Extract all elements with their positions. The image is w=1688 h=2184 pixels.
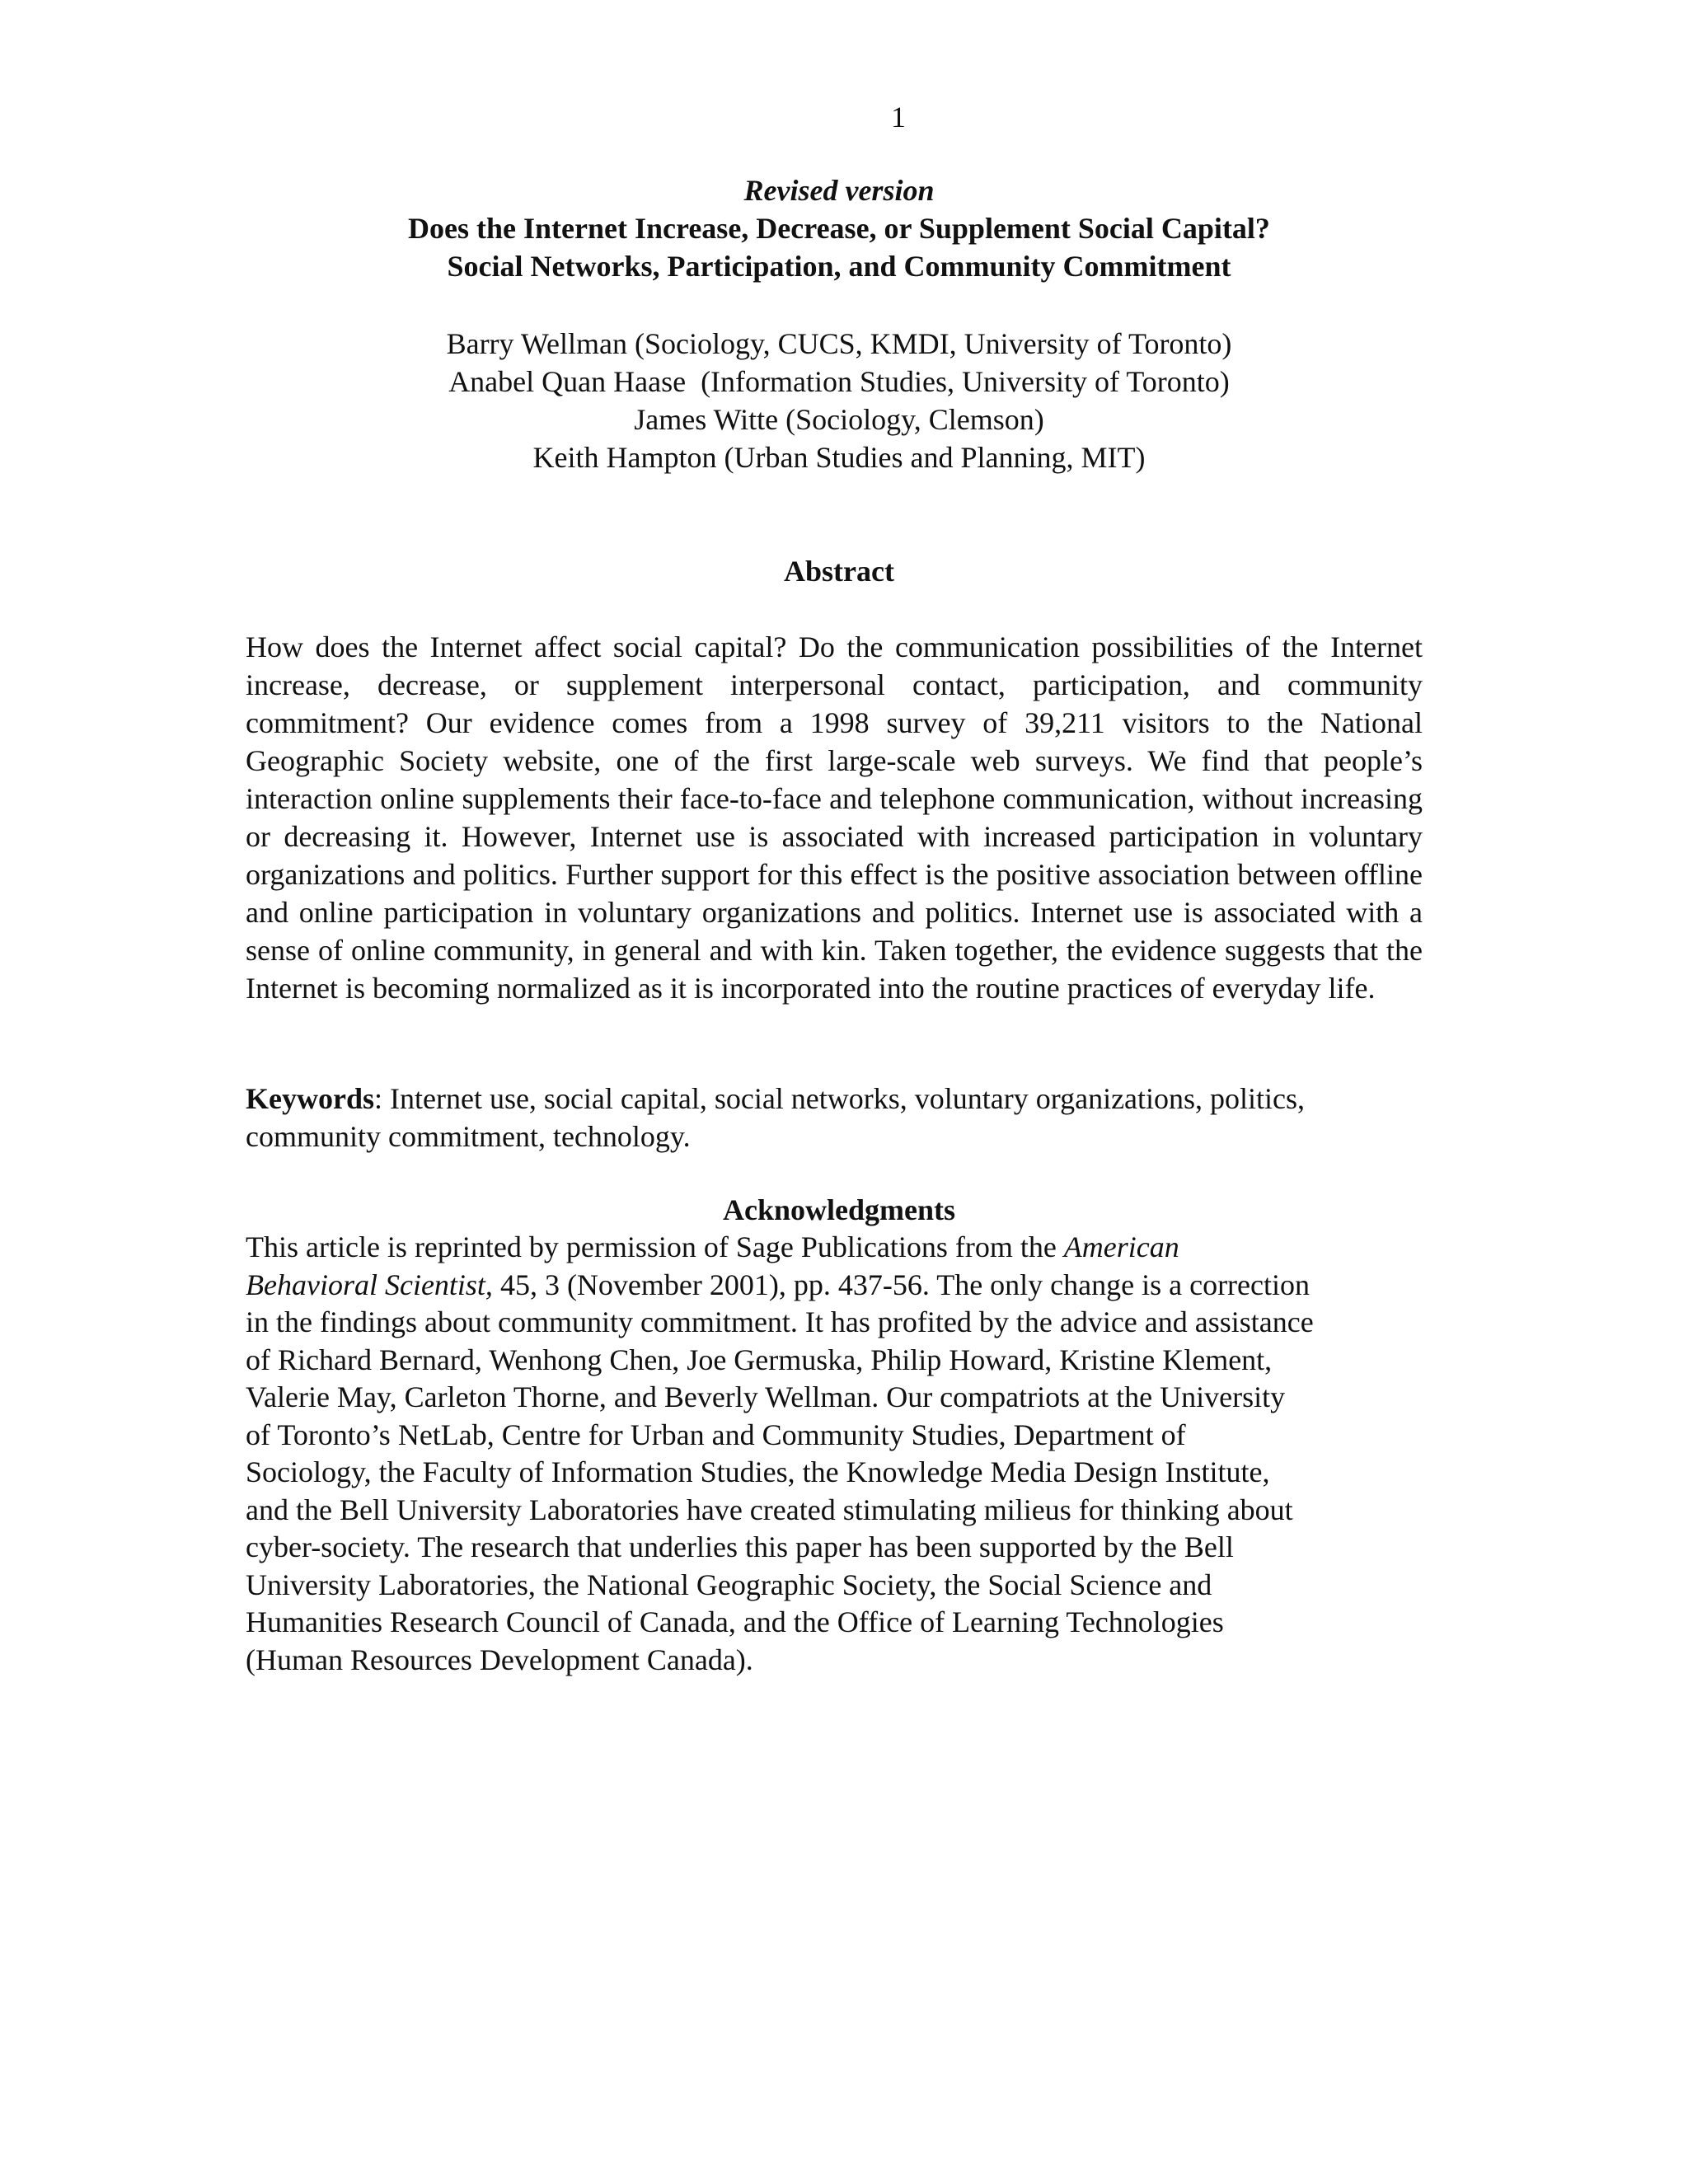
journal-name: American xyxy=(1063,1230,1179,1263)
paper-subtitle: Social Networks, Participation, and Community Commitment xyxy=(447,250,1231,283)
keywords-text: : Internet use, social capital, social networks, voluntary organizations, politics, community commitment, technology. xyxy=(246,1082,1306,1153)
paper-title: Does the Internet Increase, Decrease, or Supplement Social Capital? xyxy=(408,212,1270,245)
author-line: James Witte (Sociology, Clemson) xyxy=(634,403,1044,436)
title-block xyxy=(246,171,1432,285)
acknowledgments-text: This article is reprinted by permission of Sage Publications from the xyxy=(246,1230,1064,1263)
author-line: Keith Hampton (Urban Studies and Planning, MIT) xyxy=(532,441,1146,474)
acknowledgments-line: in the findings about community commitment. It has profited by the advice and assistance xyxy=(246,1305,1314,1338)
acknowledgments-line: of Toronto’s NetLab, Centre for Urban and Community Studies, Department of xyxy=(246,1418,1186,1451)
acknowledgments-line xyxy=(246,1229,1423,1267)
acknowledgments-body xyxy=(246,1229,1423,1679)
acknowledgments-line: Humanities Research Council of Canada, and the Office of Learning Technologies xyxy=(246,1605,1224,1638)
revised-version-label: Revised version xyxy=(743,174,935,207)
acknowledgments-line xyxy=(246,1267,1423,1305)
abstract-body: How does the Internet affect social capital? Do the communication possibilities of the Internet increase, decrease, or supplement interpersonal contact, participation, and community commitment? Our evidence comes from a 1998 survey of 39,211 visitors to the National Geographic Society website, one of the first large-scale web surveys. We find that people’s interaction online supplements their face-to-face and telephone communication, without increasing or decreasing it. However, Internet use is associated with increased participation in voluntary organizations and politics. Further support for this effect is the positive association between offline and online participation in voluntary organizations and politics. Internet use is associated with a sense of online community, in general and with kin. Taken together, the evidence suggests that the Internet is becoming normalized as it is incorporated into the routine practices of everyday life. xyxy=(246,630,1423,1005)
acknowledgments-heading: Acknowledgments xyxy=(722,1193,955,1226)
acknowledgments-line: Valerie May, Carleton Thorne, and Beverly Wellman. Our compatriots at the University xyxy=(246,1380,1286,1413)
keywords-paragraph xyxy=(246,1080,1423,1155)
page-number: 1 xyxy=(891,101,906,134)
acknowledgments-text: 45, 3 (November 2001), pp. 437-56. The only change is a correction xyxy=(492,1268,1311,1301)
abstract-heading: Abstract xyxy=(784,555,894,588)
author-line: Barry Wellman (Sociology, CUCS, KMDI, University of Toronto) xyxy=(446,327,1232,360)
acknowledgments-line: University Laboratories, the National Geographic Society, the Social Science and xyxy=(246,1568,1212,1601)
acknowledgments-line: (Human Resources Development Canada). xyxy=(246,1643,753,1676)
journal-name: Behavioral Scientist, xyxy=(246,1268,493,1301)
acknowledgments-line: Sociology, the Faculty of Information Studies, the Knowledge Media Design Institute, xyxy=(246,1455,1270,1488)
acknowledgments-line: and the Bell University Laboratories have created stimulating milieus for thinking about xyxy=(246,1493,1293,1526)
keywords-label: Keywords xyxy=(246,1082,374,1115)
acknowledgments-line: of Richard Bernard, Wenhong Chen, Joe Germuska, Philip Howard, Kristine Klement, xyxy=(246,1343,1273,1376)
acknowledgments-line: cyber-society. The research that underlies this paper has been supported by the Bell xyxy=(246,1530,1234,1563)
author-list xyxy=(246,325,1432,476)
author-line: Anabel Quan Haase (Information Studies, University of Toronto) xyxy=(448,365,1230,398)
